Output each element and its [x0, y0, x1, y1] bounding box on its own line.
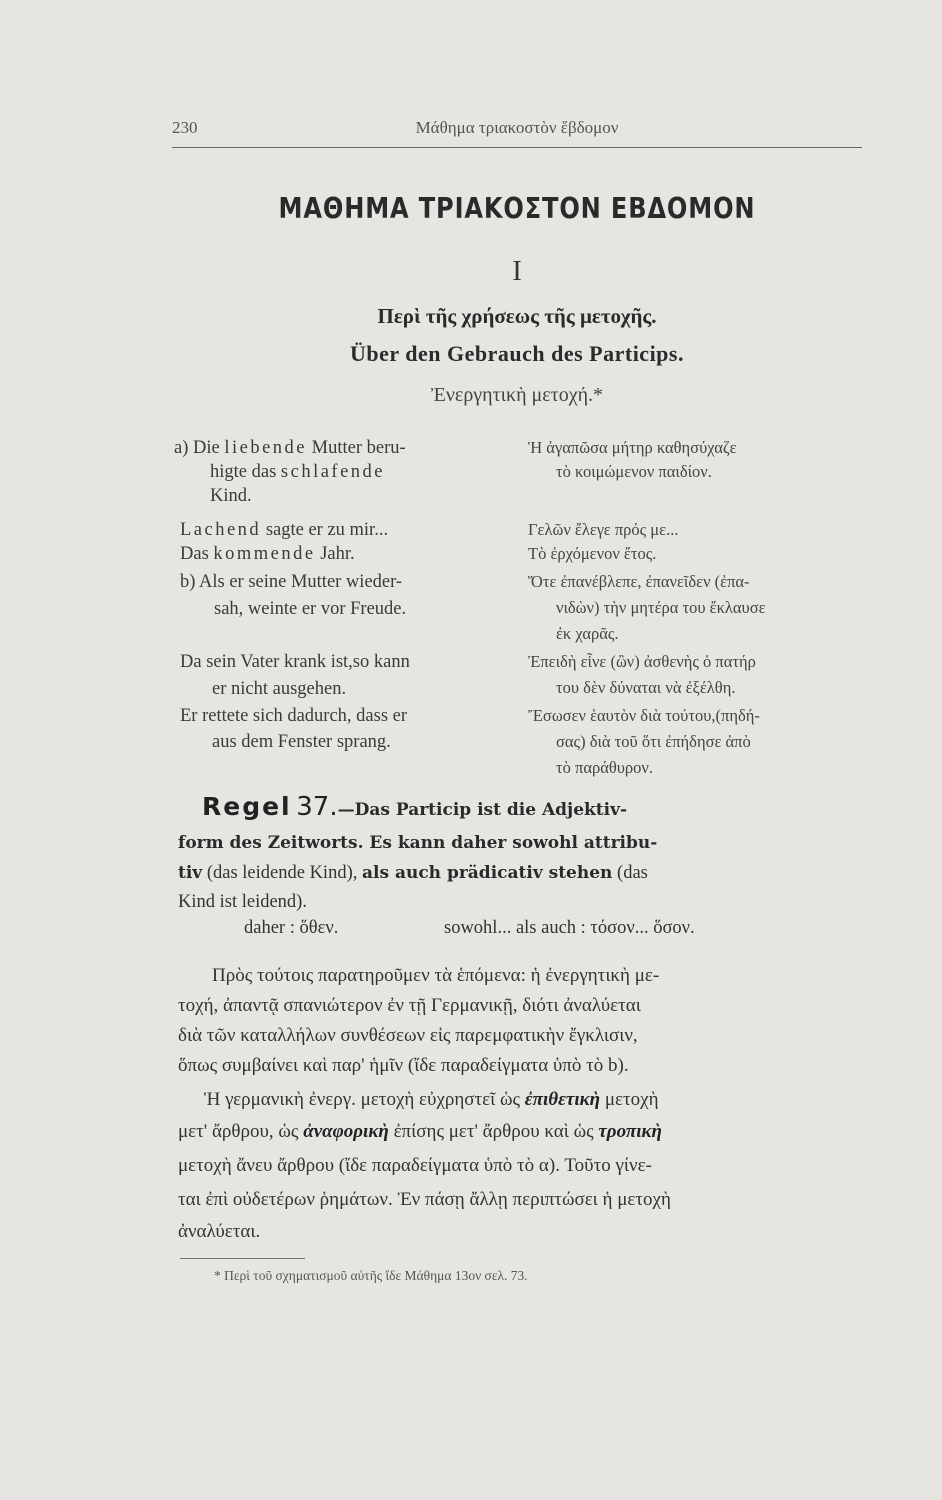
- header-rule: [172, 147, 862, 148]
- greek-line: ἐκ χαρᾶς.: [556, 624, 619, 643]
- paragraph-line: μετ' ἄρθρου, ὡς ἀναφορικὴ ἐπίσης μετ' ἄρθρου καὶ ὡς τροπικὴ: [178, 1121, 662, 1142]
- rule-line: form des Zeitworts. Es kann daher sowohl attribu-: [178, 833, 658, 853]
- rule-vocab: daher : ὅθεν.: [244, 918, 339, 938]
- paragraph-line: τοχή, ἀπαντᾷ σπανιώτερον ἐν τῇ Γερμανικῇ, διότι ἀναλύεται: [178, 995, 641, 1016]
- german-line: Das kommende Jahr.: [180, 544, 355, 564]
- section-heading-german: Über den Gebrauch des Particips.: [350, 341, 684, 366]
- rule-line: tiv (das leidende Kind), als auch prädicativ stehen (das: [178, 863, 648, 883]
- german-line: a) Die liebende Mutter beru-: [174, 438, 406, 458]
- paragraph-line: μετοχὴ ἄνευ ἄρθρου (ἴδε παραδείγματα ὑπὸ τὸ α). Τοῦτο γίνε-: [178, 1155, 652, 1176]
- greek-line: Ὅτε ἐπανέβλεπε, ἐπανεῖδεν (ἐπα-: [528, 572, 750, 591]
- greek-line: Τὸ ἐρχόμενον ἔτος.: [528, 544, 657, 563]
- greek-line: σας) διὰ τοῦ ὅτι ἐπήδησε ἀπὸ: [556, 732, 751, 751]
- footnote: * Περὶ τοῦ σχηματισμοῦ αὐτῆς ἴδε Μάθημα 13ον σελ. 73.: [214, 1268, 528, 1283]
- greek-line: Γελῶν ἔλεγε πρός με...: [528, 520, 679, 539]
- greek-line: Ἐπειδὴ εἶνε (ὢν) ἀσθενὴς ὁ πατήρ: [528, 652, 756, 671]
- german-line: Er rettete sich dadurch, dass er: [180, 706, 408, 726]
- section-heading-greek: Περὶ τῆς χρήσεως τῆς μετοχῆς.: [377, 304, 657, 328]
- greek-line: νιδὼν) τὴν μητέρα του ἔκλαυσε: [556, 598, 766, 617]
- rule-number: 37.: [296, 792, 338, 822]
- greek-line: τὸ κοιμώμενον παιδίον.: [556, 462, 712, 481]
- greek-line: Ἡ ἀγαπῶσα μήτηρ καθησύχαζε: [528, 438, 737, 457]
- rule-label: Regel: [202, 792, 292, 821]
- paragraph-line: ται ἐπὶ οὐδετέρων ῥημάτων. Ἐν πάσῃ ἄλλῃ περιπτώσει ἡ μετοχὴ: [178, 1189, 671, 1210]
- german-line: Lachend sagte er zu mir...: [180, 520, 389, 540]
- greek-line: του δὲν δύναται νὰ ἐξέλθη.: [556, 678, 736, 697]
- german-line: sah, weinte er vor Freude.: [214, 599, 407, 619]
- section-numeral: I: [512, 256, 522, 287]
- german-line: er nicht ausgehen.: [212, 679, 347, 699]
- running-title: Μάθημα τριακοστὸν ἕβδομον: [415, 118, 619, 137]
- paragraph-line: ὅπως συμβαίνει καὶ παρ' ἡμῖν (ἴδε παραδείγματα ὑπὸ τὸ b).: [178, 1055, 629, 1076]
- greek-line: τὸ παράθυρον.: [556, 758, 654, 777]
- german-line: higte das schlafende: [210, 462, 386, 482]
- rule-line: Regel 37.—Das Particip ist die Adjektiv-: [202, 792, 628, 822]
- german-line: aus dem Fenster sprang.: [212, 732, 391, 752]
- german-line: Da sein Vater krank ist,so kann: [180, 652, 410, 672]
- paragraph-line: ἀναλύεται.: [178, 1221, 261, 1242]
- running-head: [172, 118, 862, 144]
- paragraph-line: Πρὸς τούτοις παρατηροῦμεν τὰ ἑπόμενα: ἡ ἐνεργητικὴ με-: [212, 965, 660, 986]
- rule-vocab: sowohl... als auch : τόσον... ὅσον.: [444, 918, 695, 938]
- subsection-heading: Ἐνεργητικὴ μετοχή.*: [430, 384, 604, 406]
- german-line: b) Als er seine Mutter wieder-: [180, 572, 403, 592]
- german-line: Kind.: [210, 486, 252, 506]
- greek-line: Ἔσωσεν ἑαυτὸν διὰ τούτου,(πηδή-: [528, 706, 760, 725]
- chapter-title: ΜΑΘΗΜΑ ΤΡΙΑΚΟΣΤΟΝ ΕΒΔΟΜΟΝ: [278, 192, 756, 225]
- paragraph-line: Ἡ γερμανικὴ ἐνεργ. μετοχὴ εὐχρηστεῖ ὡς ἐπιθετικὴ μετοχὴ: [204, 1089, 659, 1110]
- footnote-rule: [180, 1258, 305, 1259]
- page-number: 230: [172, 118, 198, 137]
- rule-line: Kind ist leidend).: [178, 892, 307, 912]
- paragraph-line: διὰ τῶν καταλλήλων συνθέσεων εἰς παρεμφατικὴν ἔγκλισιν,: [178, 1025, 638, 1046]
